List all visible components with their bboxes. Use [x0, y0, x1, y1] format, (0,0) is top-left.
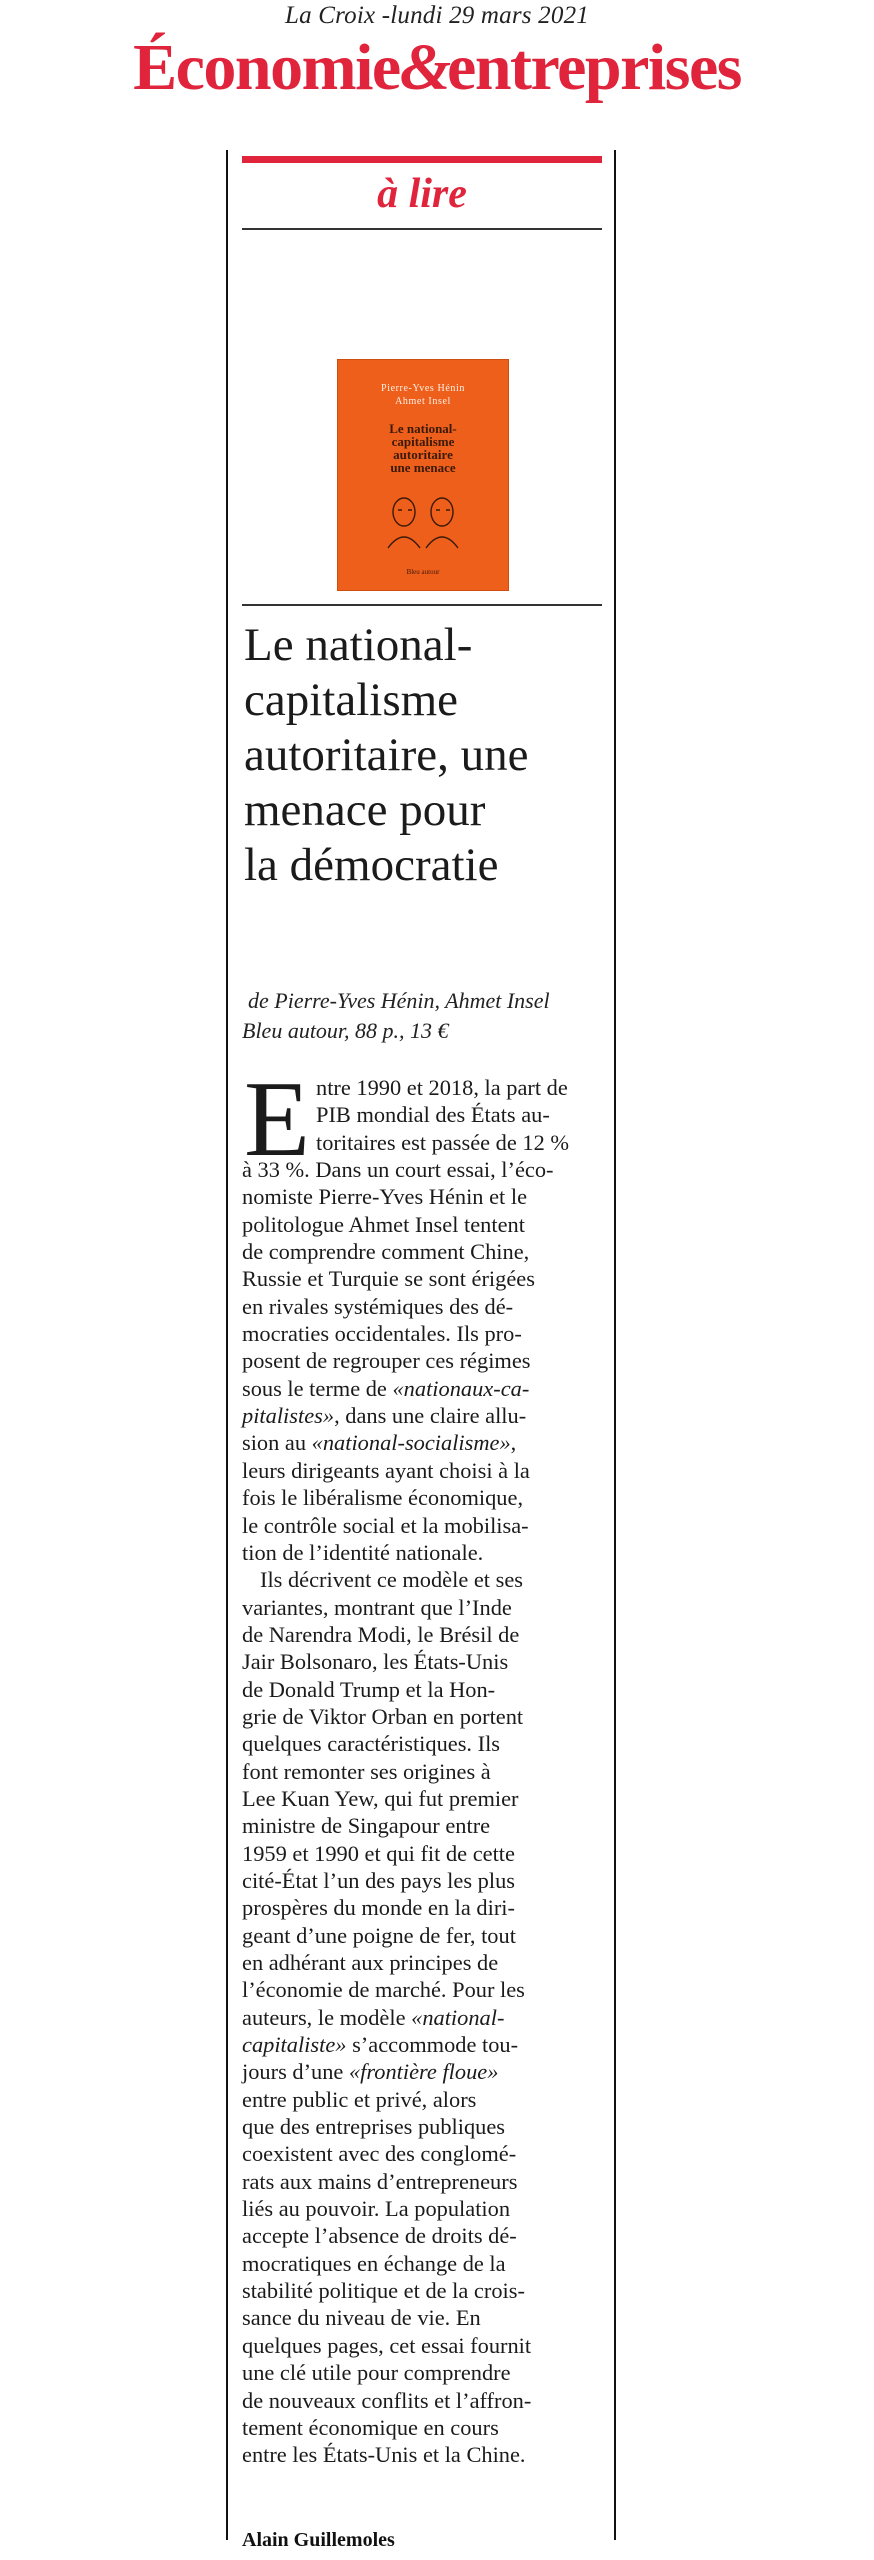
section-title: Économie&entreprises [133, 31, 741, 104]
cover-title-line: capitalisme [391, 434, 455, 449]
article-title [244, 618, 604, 893]
body-line: leurs dirigeants ayant choisi à la [242, 1457, 530, 1483]
cover-authors [338, 382, 508, 408]
body-line: de Donald Trump et la Hon- [242, 1676, 496, 1702]
body-line: quelques caractéristiques. Ils [242, 1731, 501, 1757]
column-rule-left [226, 150, 228, 2540]
body-line: à 33 %. Dans un court essai, l’éco- [242, 1157, 554, 1183]
rubric-divider [242, 228, 602, 230]
ampersand-glyph: & [399, 31, 448, 104]
rubric-label: à lire [377, 171, 467, 217]
body-line: cité-État l’un des pays les plus [242, 1867, 515, 1893]
body-line: capitaliste» s’accommode tou- [242, 2032, 519, 2058]
body-line: tement économique en cours [242, 2414, 499, 2440]
article-signature: Alain Guillemoles [242, 2529, 395, 2551]
body-line: de Narendra Modi, le Brésil de [242, 1621, 520, 1647]
body-line: rats aux mains d’entrepreneurs [242, 2168, 518, 2194]
cover-author-1: Pierre-Yves Hénin [381, 383, 465, 394]
cover-title-line: autoritaire [393, 447, 453, 462]
body-line: en rivales systémiques des dé- [242, 1293, 514, 1319]
body-line: mocratiques en échange de la [242, 2250, 506, 2276]
body-line: quelques pages, cet essai fournit [242, 2332, 532, 2358]
body-line: que des entreprises publiques [242, 2114, 506, 2140]
rubric-bar [242, 156, 602, 163]
body-line: Russie et Turquie se sont érigées [242, 1266, 535, 1292]
body-line: toritaires est passée de 12 % [316, 1129, 570, 1155]
book-publisher-line: Bleu autour, 88 p., 13 € [242, 1018, 449, 1043]
body-line: stabilité politique et de la crois- [242, 2278, 525, 2304]
body-line: entre public et privé, alors [242, 2086, 477, 2112]
article-byline: de Pierre-Yves Hénin, Ahmet Insel [248, 988, 550, 1013]
body-line: pitalistes», dans une claire allu- [242, 1403, 527, 1429]
body-line: nomiste Pierre-Yves Hénin et le [242, 1184, 528, 1210]
body-line: prospères du monde en la diri- [242, 1895, 515, 1921]
body-line: sion au «national-socialisme», [242, 1430, 517, 1456]
cover-publisher: Bleu autour [406, 568, 440, 576]
drop-cap: E [244, 1060, 310, 1179]
body-line: sous le terme de «nationaux-ca- [242, 1375, 530, 1401]
column-rule-right [614, 150, 616, 2540]
body-line: le contrôle social et la mobilisa- [242, 1512, 529, 1538]
body-line: jours d’une «frontière floue» [242, 2059, 499, 2085]
body-line: Jair Bolsonaro, les États-Unis [242, 1649, 509, 1675]
body-line: fois le libéralisme économique, [242, 1485, 524, 1511]
cover-title-line: une menace [390, 460, 456, 475]
article-title-line: autoritaire, une [244, 729, 529, 781]
body-line: Lee Kuan Yew, qui fut premier [242, 1785, 519, 1811]
body-line: variantes, montrant que l’Inde [242, 1594, 512, 1620]
body-line: ntre 1990 et 2018, la part de [316, 1075, 568, 1100]
article-title-line: menace pour [244, 784, 486, 836]
article-body [242, 1060, 602, 2469]
body-line: l’économie de marché. Pour les [242, 1977, 525, 2003]
body-line: Ils décrivent ce modèle et ses [260, 1567, 523, 1593]
body-line: politologue Ahmet Insel tentent [242, 1211, 525, 1237]
body-line: mocraties occidentales. Ils pro- [242, 1321, 522, 1347]
title-divider [242, 604, 602, 606]
article-title-line: capitalisme [244, 674, 459, 726]
body-line: font remonter ses origines à [242, 1758, 491, 1784]
body-line: ministre de Singapour entre [242, 1813, 491, 1839]
cover-title [338, 422, 508, 474]
book-cover-image [338, 360, 508, 590]
body-line: sance du niveau de vie. En [242, 2305, 481, 2331]
body-line: de comprendre comment Chine, [242, 1239, 530, 1265]
cover-title-line: Le national- [389, 421, 457, 436]
article-title-line: la démocratie [244, 839, 499, 891]
body-line: posent de regrouper ces régimes [242, 1348, 531, 1374]
body-line: liés au pouvoir. La population [242, 2196, 511, 2222]
body-line: auteurs, le modèle «national- [242, 2004, 505, 2030]
body-line: PIB mondial des États au- [316, 1102, 550, 1128]
body-line: geant d’une poigne de fer, tout [242, 1922, 516, 1948]
body-line: entre les États-Unis et la Chine. [242, 2442, 526, 2468]
body-line: tion de l’identité nationale. [242, 1539, 484, 1565]
body-line: une clé utile pour comprendre [242, 2360, 511, 2386]
article-title-line: Le national- [244, 619, 473, 671]
cover-author-2: Ahmet Insel [395, 396, 451, 407]
body-line: en adhérant aux principes de [242, 1950, 499, 1975]
body-line: 1959 et 1990 et qui fit de cette [242, 1840, 515, 1866]
body-line: de nouveaux conflits et l’affron- [242, 2387, 532, 2413]
date-line: La Croix -lundi 29 mars 2021 [284, 2, 589, 29]
body-line: coexistent avec des conglomé- [242, 2141, 517, 2167]
body-line: accepte l’absence de droits dé- [242, 2223, 517, 2249]
cover-portraits-icon [378, 490, 468, 552]
body-line: grie de Viktor Orban en portent [242, 1703, 524, 1729]
